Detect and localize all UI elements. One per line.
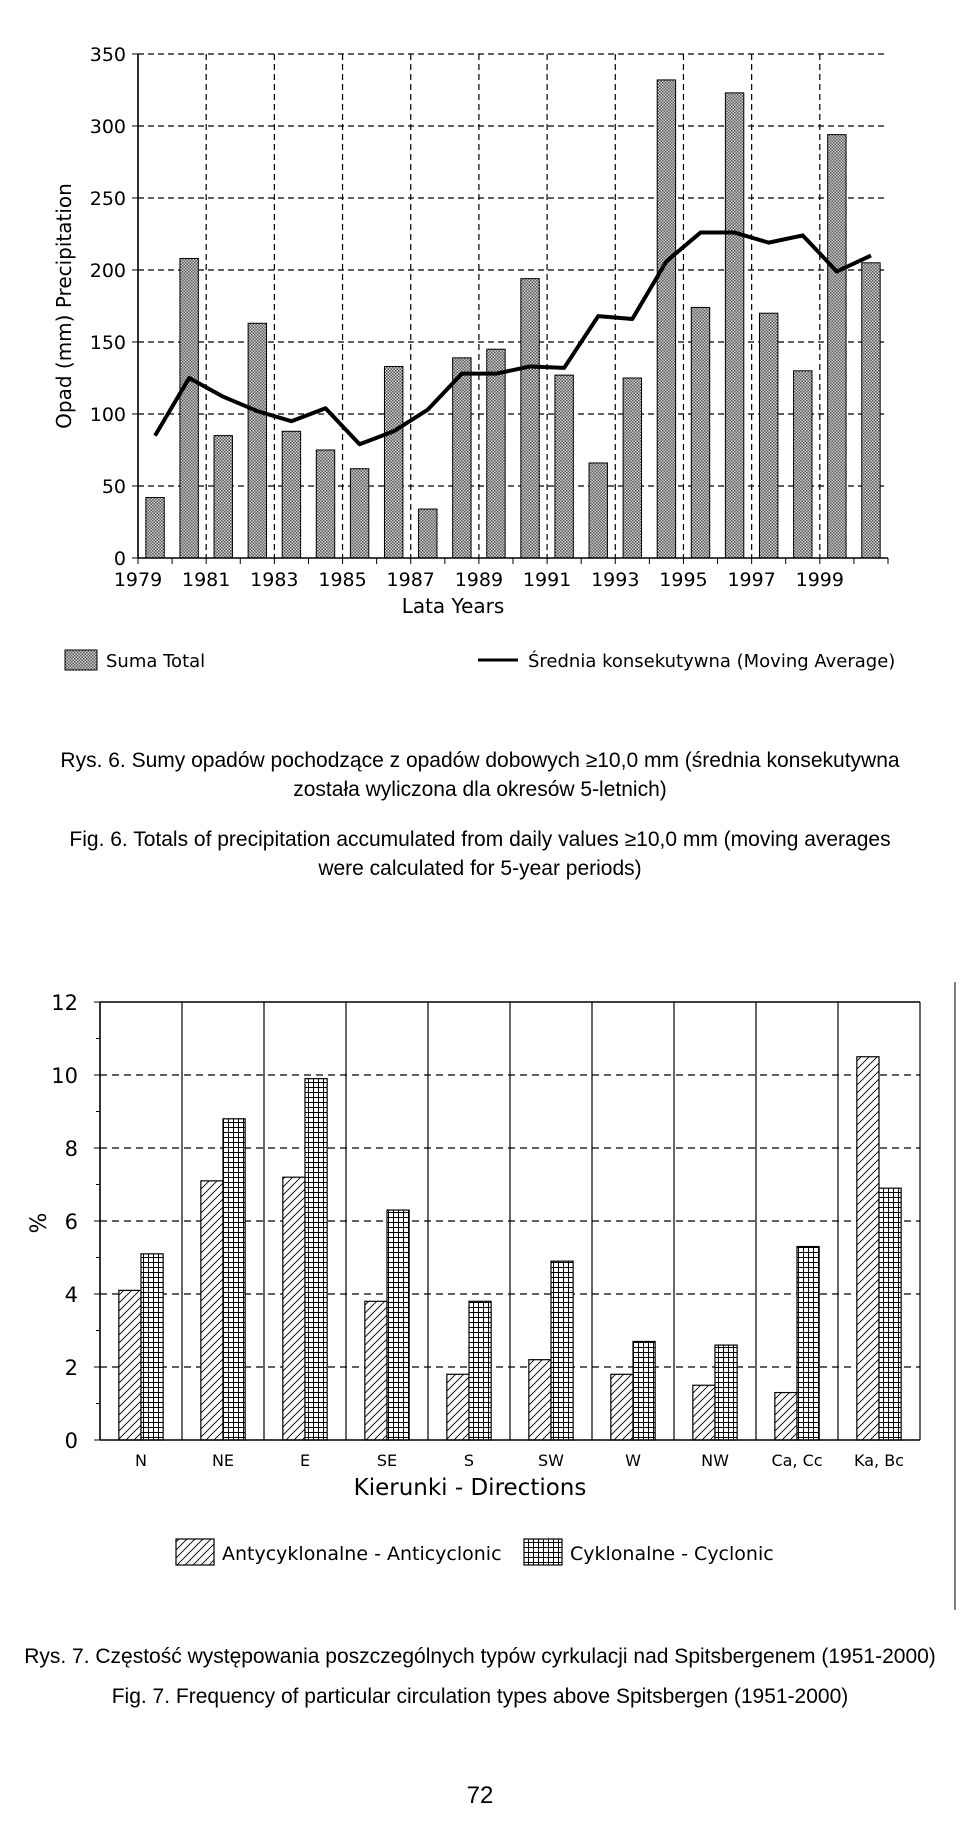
bar-cyclonic (141, 1254, 163, 1440)
bar-anticyclonic (611, 1374, 633, 1440)
y-tick-label: 10 (51, 1064, 78, 1088)
bar-cyclonic (305, 1079, 327, 1440)
bar (725, 93, 743, 558)
legend-total-swatch (65, 650, 97, 670)
y-tick-label: 300 (89, 116, 126, 138)
x-tick-label: 1979 (113, 569, 163, 591)
y-tick-label: 0 (113, 548, 126, 570)
legend-total-label: Suma Total (106, 651, 206, 672)
bar (691, 307, 709, 558)
x-tick-label: 1997 (727, 569, 776, 591)
bar (384, 366, 402, 558)
bar (248, 323, 266, 558)
x-tick-label: Ca, Cc (771, 1451, 823, 1470)
x-tick-label: S (463, 1451, 475, 1470)
x-tick-label: SW (538, 1451, 564, 1470)
bar-anticyclonic (119, 1290, 141, 1440)
x-tick-label: 1993 (591, 569, 640, 591)
bar (214, 436, 232, 558)
y-axis-title: % (27, 1212, 52, 1234)
bar-cyclonic (797, 1247, 819, 1440)
x-tick-label: 1981 (182, 569, 231, 591)
y-tick-label: 250 (89, 188, 126, 210)
legend-cyclonic-label: Cyklonalne - Cyclonic (570, 1543, 774, 1565)
y-tick-label: 150 (89, 332, 126, 354)
bar-anticyclonic (365, 1301, 387, 1440)
x-tick-label: 1989 (454, 569, 504, 591)
y-tick-label: 8 (64, 1137, 78, 1161)
figure-6-caption-pl-line1: Rys. 6. Sumy opadów pochodzące z opadów dobowych ≥10,0 mm (średnia konsekutywna (60, 749, 900, 772)
precipitation-chart (8, 28, 948, 708)
x-axis-title: Lata Years (401, 594, 505, 618)
bar (146, 498, 164, 558)
bar-cyclonic (223, 1119, 245, 1440)
x-tick-label: 1987 (386, 569, 435, 591)
bar-anticyclonic (857, 1057, 879, 1440)
y-tick-label: 200 (89, 260, 126, 282)
bar (623, 378, 641, 558)
x-tick-label: 1991 (522, 569, 572, 591)
bar-anticyclonic (529, 1360, 551, 1440)
bar (350, 469, 368, 558)
y-tick-label: 100 (89, 404, 126, 426)
x-tick-label: Ka, Bc (854, 1451, 904, 1470)
x-tick-label: NW (701, 1451, 729, 1470)
legend-cyclonic-swatch (524, 1539, 562, 1565)
x-tick-label: 1983 (250, 569, 299, 591)
bar-cyclonic (551, 1261, 573, 1440)
bar (487, 349, 505, 558)
bar-cyclonic (715, 1345, 737, 1440)
y-tick-label: 6 (64, 1210, 78, 1234)
y-tick-label: 2 (64, 1356, 78, 1380)
y-tick-label: 12 (51, 991, 78, 1015)
x-tick-label: E (299, 1451, 311, 1470)
bar-cyclonic (633, 1341, 655, 1440)
legend-anticyclonic-swatch (176, 1539, 214, 1565)
x-tick-label: 1999 (795, 569, 844, 591)
bar-cyclonic (387, 1210, 409, 1440)
bar-anticyclonic (447, 1374, 469, 1440)
bar (828, 135, 846, 558)
figure-6-caption-en (0, 825, 960, 883)
bar-cyclonic (879, 1188, 901, 1440)
bar (180, 258, 198, 558)
bar (555, 375, 573, 558)
figure-7-caption-pl: Rys. 7. Częstość występowania poszczególnych typów cyrkulacji nad Spitsbergenem (1951-2000) (24, 1645, 936, 1668)
bar (282, 431, 300, 558)
circulation-chart-svg (8, 982, 958, 1610)
y-tick-label: 350 (89, 44, 126, 66)
figure-7-caption-en: Fig. 7. Frequency of particular circulation types above Spitsbergen (1951-2000) (111, 1685, 849, 1708)
y-tick-label: 50 (101, 476, 126, 498)
circulation-chart (8, 982, 958, 1610)
x-tick-label: NE (211, 1451, 235, 1470)
x-tick-label: SE (376, 1451, 398, 1470)
bar-cyclonic (469, 1301, 491, 1440)
x-axis-title: Kierunki - Directions (353, 1475, 587, 1501)
bar (316, 450, 334, 558)
figure-6-caption-pl (0, 746, 960, 804)
y-axis-title: Opad (mm) Precipitation (52, 183, 76, 429)
bar-anticyclonic (775, 1393, 797, 1440)
y-tick-label: 0 (64, 1429, 78, 1453)
figure-6-caption-pl-line2: została wyliczona dla okresów 5-letnich) (293, 778, 667, 801)
precipitation-chart-svg (8, 28, 948, 708)
bar (862, 263, 880, 558)
x-tick-label: N (135, 1451, 147, 1470)
bar-anticyclonic (283, 1177, 305, 1440)
x-tick-label: 1985 (318, 569, 367, 591)
page-number: 72 (466, 1782, 494, 1809)
bar (419, 509, 437, 558)
bar-anticyclonic (201, 1181, 223, 1440)
figure-6-caption-en-line1: Fig. 6. Totals of precipitation accumulated from daily values ≥10,0 mm (moving averages (69, 828, 891, 851)
x-tick-label: 1995 (659, 569, 708, 591)
figure-6-caption-en-line2: were calculated for 5-year periods) (318, 857, 642, 880)
bar (589, 463, 607, 558)
y-tick-label: 4 (64, 1283, 78, 1307)
bar (657, 80, 675, 558)
legend-anticyclonic-label: Antycyklonalne - Anticyclonic (222, 1543, 502, 1565)
x-tick-label: W (625, 1451, 641, 1470)
bar-anticyclonic (693, 1385, 715, 1440)
bar (794, 371, 812, 558)
bar (759, 313, 777, 558)
bar (453, 358, 471, 558)
legend-average-label: Średnia konsekutywna (Moving Average) (528, 651, 896, 672)
bar (521, 279, 539, 558)
